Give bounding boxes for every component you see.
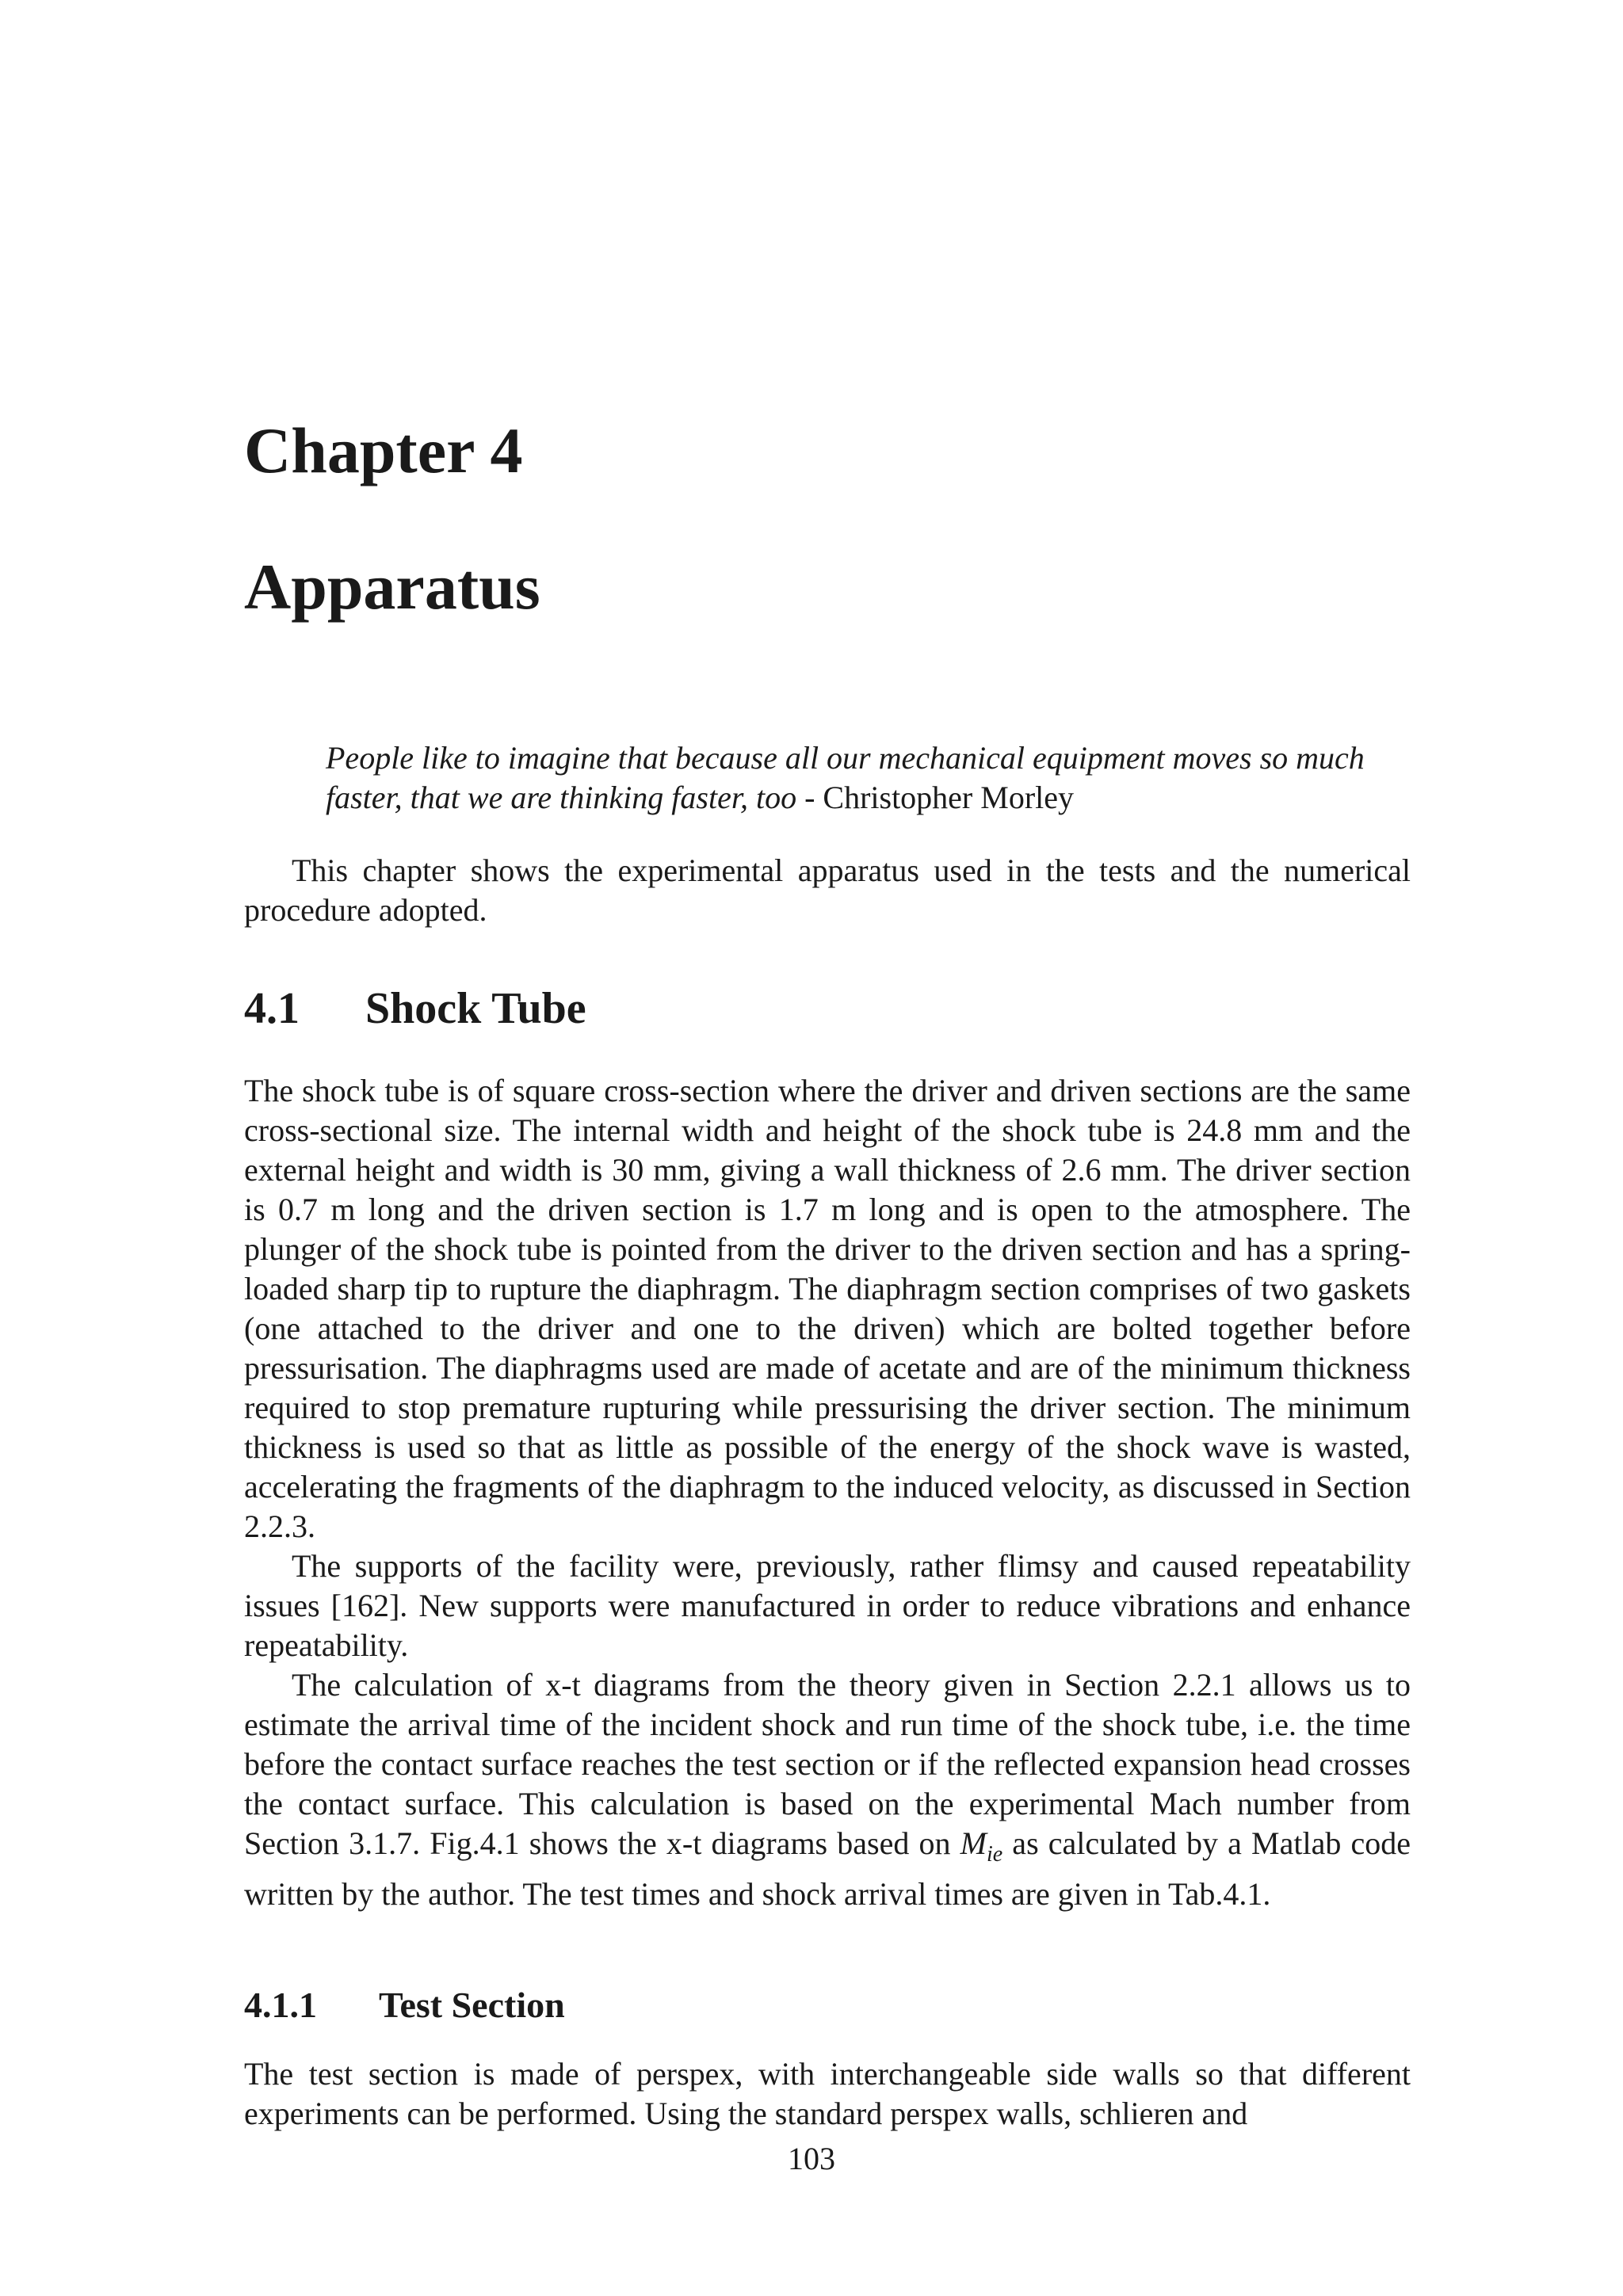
epigraph-quote: People like to imagine that because all our mechanical equipment moves so much faster, that we are thinking faster, too	[326, 740, 1365, 815]
epigraph-attribution: - Christopher Morley	[796, 780, 1075, 815]
section-title: Shock Tube	[365, 984, 586, 1033]
paragraph: The calculation of x-t diagrams from the theory given in Section 2.2.1 allows us to estimate the arrival time of the incident shock and run time of the shock tube, i.e. the time before the contact surface reaches the test section or if the reflected expansion head crosses the contact surface. This calculation is based on the experimental Mach number from Section 3.1.7. Fig.4.1 shows the x-t diagrams based on $M_{ie}$ as calculated by a Matlab code written by the author. The test times and shock arrival times are given in Tab.4.1.	[244, 1667, 1411, 1912]
intro-text: This chapter shows the experimental apparatus used in the tests and the numerical procedure adopted.	[244, 852, 1411, 928]
chapter-label: Chapter 4	[244, 414, 523, 486]
section-4-1-body	[244, 1071, 1411, 1914]
subsection-number: 4.1.1	[244, 1985, 317, 2025]
paragraph: The test section is made of perspex, with interchangeable side walls so that different experiments can be performed. Using the standard perspex walls, schlieren and	[244, 2056, 1411, 2131]
intro-paragraph	[244, 851, 1411, 930]
page-number: 103	[788, 2141, 835, 2176]
section-4-1-1-body	[244, 2054, 1411, 2134]
chapter-title: Apparatus	[244, 551, 540, 623]
paragraph: The shock tube is of square cross-section where the driver and driven sections are the same cross-sectional size. The internal width and height of the shock tube is 24.8 mm and the external height and width is 30 mm, giving a wall thickness of 2.6 mm. The driver section is 0.7 m long and the driven section is 1.7 m long and is open to the atmosphere. The plunger of the shock tube is pointed from the driver to the driven section and has a spring-loaded sharp tip to rupture the diaphragm. The diaphragm section comprises of two gaskets (one attached to the driver and one to the driven) which are bolted together before pressurisation. The diaphragms used are made of acetate and are of the minimum thickness required to stop premature rupturing while pressurising the driver section. The minimum thickness is used so that as little as possible of the energy of the shock wave is wasted, accelerating the fragments of the diaphragm to the induced velocity, as discussed in Section 2.2.3.	[244, 1073, 1411, 1544]
paragraph: The supports of the facility were, previously, rather flimsy and caused repeatability issues [162]. New supports were manufactured in order to reduce vibrations and enhance repeatability.	[244, 1548, 1411, 1663]
section-heading-4-1	[244, 986, 586, 1031]
section-number: 4.1	[244, 984, 300, 1033]
epigraph	[326, 738, 1388, 818]
math-symbol: $M_{ie}$	[960, 1825, 1003, 1867]
subsection-title: Test Section	[379, 1985, 565, 2025]
subsection-heading-4-1-1	[244, 1987, 565, 2023]
